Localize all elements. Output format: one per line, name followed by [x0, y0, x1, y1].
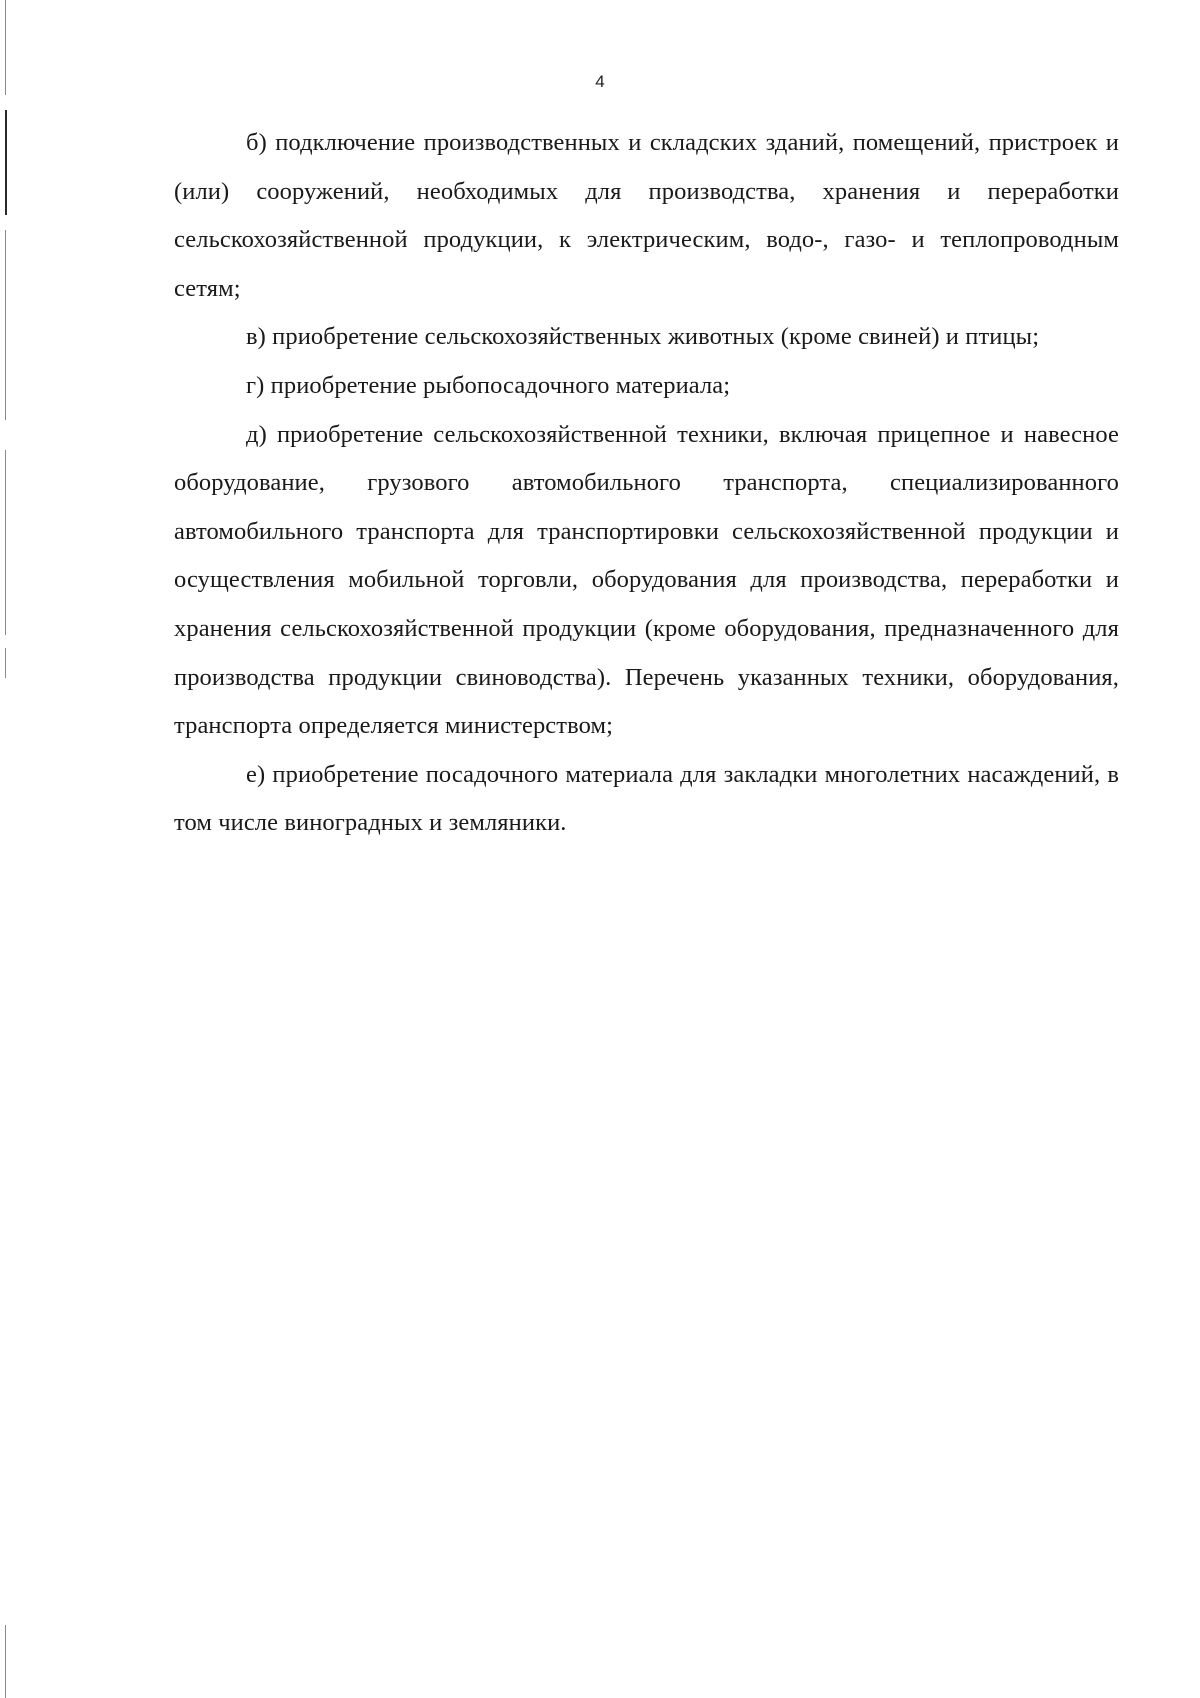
paragraph-d: д) приобретение сельскохозяйственной техники, включая прицепное и навесное оборудование, грузового автомобильного транспорта, специализированного автомобильного транспорта для транспортировки сельскохозяйственной продукции и осуществления мобильной торговли, оборудования для производства, переработки и хранения сельскохозяйственной продукции (кроме оборудования, предназначенного для производства продукции свиноводства). Перечень указанных техники, оборудования, транспорта определяется министерством;	[174, 420, 1119, 740]
paragraph-e: е) приобретение посадочного материала для закладки многолетних насаждений, в том числе виноградных и земляники.	[174, 760, 1119, 837]
page-number: 4	[595, 72, 605, 91]
paragraph-b: б) подключение производственных и складских зданий, помещений, пристроек и (или) сооружений, необходимых для производства, хранения и переработки сельскохозяйственной продукции, к электрическим, водо-, газо- и теплопроводным сетям;	[174, 129, 1119, 302]
scan-edge-line	[5, 648, 6, 678]
paragraph-g: г) приобретение рыбопосадочного материала;	[246, 371, 731, 399]
document-body	[174, 119, 1119, 848]
scan-edge-line	[5, 1625, 6, 1698]
scan-edge-line	[5, 110, 7, 215]
scan-edge-line	[5, 230, 6, 420]
paragraph-v: в) приобретение сельскохозяйственных животных (кроме свиней) и птицы;	[246, 323, 1040, 351]
scan-edge-line	[5, 450, 6, 635]
